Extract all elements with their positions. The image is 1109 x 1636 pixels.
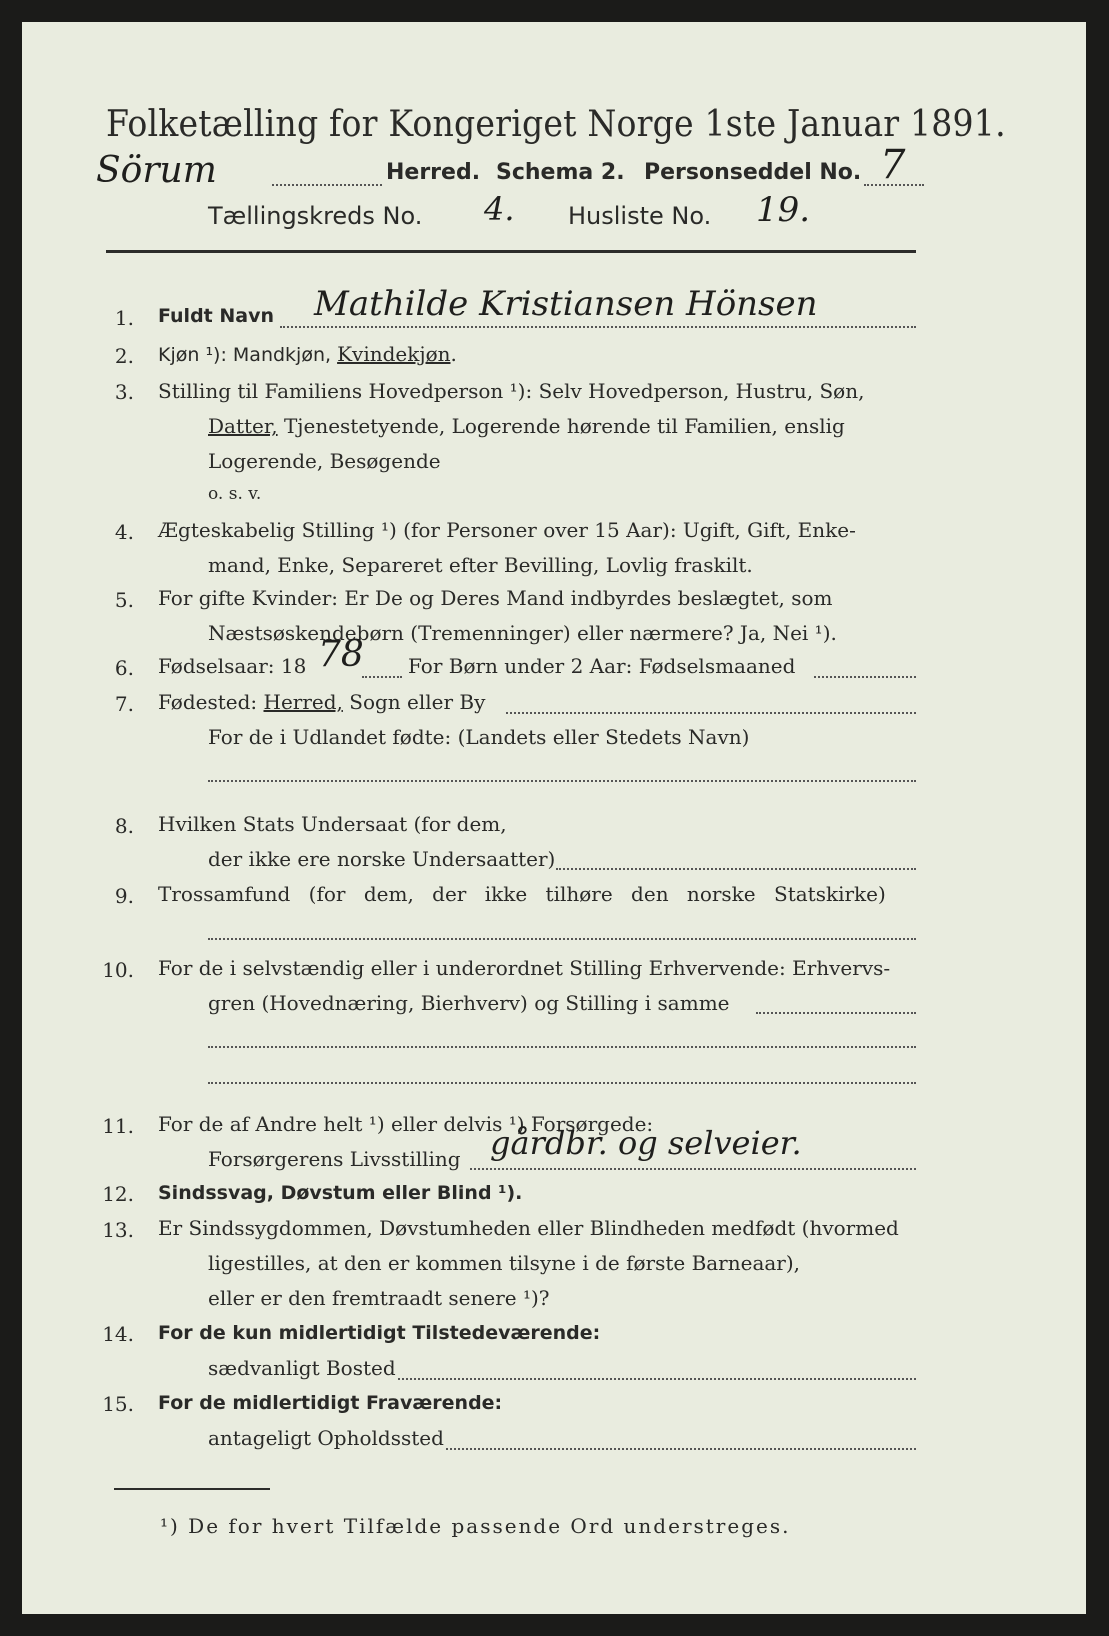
census-form-sheet bbox=[22, 22, 1086, 1614]
question-marital-status: Ægteskabelig Stilling ¹) (for Personer over 15 Aar): Ugift, Gift, Enke- bbox=[158, 518, 856, 542]
question-text: Tjenestetyende, Logerende hørende til Familien, enslig bbox=[277, 414, 845, 438]
item-number: 8. bbox=[114, 814, 134, 838]
question-sex-label: Kjøn ¹): Mandkjøn, bbox=[158, 344, 338, 366]
husliste-label: Husliste No. bbox=[568, 202, 712, 230]
husliste-handwritten: 19. bbox=[756, 190, 811, 230]
herred-label: Herred. bbox=[386, 160, 481, 185]
question-married-women: For gifte Kvinder: Er De og Deres Mand indbyrdes beslægtet, som bbox=[158, 586, 833, 610]
schema-label: Schema 2. bbox=[496, 160, 625, 185]
item-number: 10. bbox=[102, 958, 134, 982]
item-number: 14. bbox=[102, 1322, 134, 1346]
question-birthplace-abroad: For de i Udlandet fødte: (Landets eller Stedets Navn) bbox=[208, 725, 750, 749]
kreds-handwritten: 4. bbox=[484, 190, 515, 228]
question-congenital-line2: ligestilles, at den er kommen tilsyne i de første Barneaar), bbox=[208, 1251, 801, 1275]
question-family-position-line3: Logerende, Besøgende bbox=[208, 449, 441, 473]
item-number: 13. bbox=[102, 1218, 134, 1242]
question-temporarily-present: For de kun midlertidigt Tilstedeværende: bbox=[158, 1322, 601, 1344]
form-title: Folketælling for Kongeriget Norge 1ste Januar 1891. bbox=[106, 104, 1006, 145]
question-temporarily-absent: For de midlertidigt Fraværende: bbox=[158, 1392, 503, 1414]
item-number: 9. bbox=[114, 884, 134, 908]
item-number: 15. bbox=[102, 1392, 134, 1416]
question-disability: Sindssvag, Døvstum eller Blind ¹). bbox=[158, 1182, 523, 1204]
question-usual-residence: sædvanligt Bosted bbox=[208, 1356, 396, 1380]
question-married-women-line2: Næstsøskendebørn (Tremenninger) eller nærmere? Ja, Nei ¹). bbox=[208, 621, 837, 645]
question-congenital-line3: eller er den fremtraadt senere ¹)? bbox=[208, 1286, 550, 1310]
footnote-divider bbox=[114, 1488, 270, 1490]
footnote-text: ¹) De for hvert Tilfælde passende Ord understreges. bbox=[160, 1514, 791, 1538]
question-supported: For de af Andre helt ¹) eller delvis ¹) Forsørgede: bbox=[158, 1112, 654, 1136]
question-text: Fødested: bbox=[158, 690, 264, 714]
herred-handwritten: Sörum bbox=[96, 150, 217, 191]
item-number: 4. bbox=[114, 520, 134, 544]
question-family-position-line2 bbox=[208, 414, 845, 438]
question-occupation: For de i selvstændig eller i underordnet Stilling Erhvervende: Erhvervs- bbox=[158, 956, 891, 980]
answer-datter-underlined: Datter, bbox=[208, 414, 278, 438]
question-supporter-occupation: Forsørgerens Livsstilling bbox=[208, 1147, 461, 1171]
item-number: 1. bbox=[114, 306, 134, 330]
question-religion: Trossamfund (for dem, der ikke tilhøre den norske Statskirke) bbox=[158, 882, 886, 906]
item-number: 7. bbox=[114, 692, 134, 716]
question-occupation-line2: gren (Hovednæring, Bierhverv) og Stilling i samme bbox=[208, 991, 730, 1015]
item-number: 6. bbox=[114, 656, 134, 680]
question-birth-month: For Børn under 2 Aar: Fødselsmaaned bbox=[408, 654, 796, 678]
punct: . bbox=[450, 342, 457, 366]
question-family-position-line4: o. s. v. bbox=[208, 484, 262, 504]
answer-sex-underlined: Kvindekjøn bbox=[337, 342, 451, 366]
question-citizenship-line2: der ikke ere norske Undersaatter) bbox=[208, 847, 556, 871]
personseddel-label: Personseddel No. bbox=[644, 160, 862, 185]
question-family-position: Stilling til Familiens Hovedperson ¹): Selv Hovedperson, Hustru, Søn, bbox=[158, 379, 865, 403]
answer-herred-underlined: Herred, bbox=[263, 690, 343, 714]
header-divider bbox=[106, 250, 916, 253]
question-text: Sogn eller By bbox=[342, 690, 486, 714]
answer-birth-year: 78 bbox=[318, 634, 364, 675]
item-number: 2. bbox=[114, 344, 134, 368]
item-number: 5. bbox=[114, 588, 134, 612]
answer-supporter-occupation: gårdbr. og selveier. bbox=[490, 1124, 802, 1162]
personseddel-handwritten: 7 bbox=[880, 142, 906, 188]
question-birth-year: Fødselsaar: 18 bbox=[158, 654, 307, 678]
question-sex bbox=[158, 342, 457, 366]
question-congenital: Er Sindssygdommen, Døvstumheden eller Blindheden medfødt (hvormed bbox=[158, 1216, 899, 1240]
question-birthplace bbox=[158, 690, 485, 714]
question-full-name: Fuldt Navn bbox=[158, 305, 275, 327]
question-citizenship: Hvilken Stats Undersaat (for dem, bbox=[158, 812, 507, 836]
answer-full-name: Mathilde Kristiansen Hönsen bbox=[314, 284, 818, 324]
item-number: 3. bbox=[114, 380, 134, 404]
kreds-label: Tællingskreds No. bbox=[208, 202, 423, 230]
item-number: 11. bbox=[102, 1114, 134, 1138]
question-marital-status-line2: mand, Enke, Separeret efter Bevilling, Lovlig fraskilt. bbox=[208, 553, 753, 577]
item-number: 12. bbox=[102, 1182, 134, 1206]
question-probable-residence: antageligt Opholdssted bbox=[208, 1426, 444, 1450]
